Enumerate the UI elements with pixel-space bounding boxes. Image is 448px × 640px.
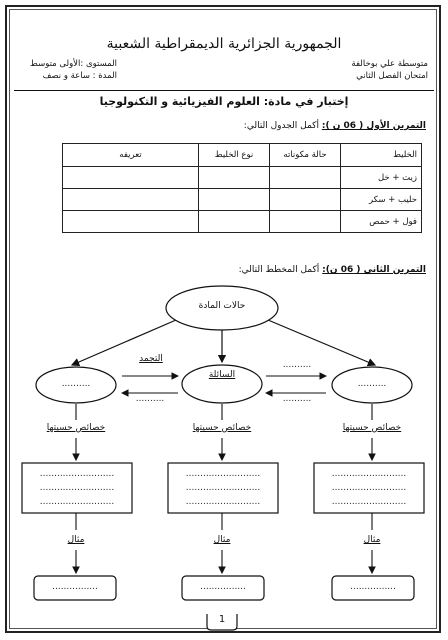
mixture-cell: زيت + خل: [341, 167, 422, 189]
exercise2-instruction: أكمل المخطط التالي:: [238, 265, 320, 275]
middle-properties-label: خصائص حسيتها: [192, 423, 252, 433]
middle-example-blank[interactable]: ................: [200, 582, 246, 592]
mixture-cell: حليب + سكر: [341, 189, 422, 211]
right-properties-blank-1[interactable]: ..........................: [331, 469, 407, 479]
exercise1-instruction: أكمل الجدول التالي:: [243, 121, 319, 131]
middle-properties-blank-2[interactable]: ..........................: [185, 483, 261, 493]
col-definition: تعريفه: [63, 144, 199, 167]
right-properties-blank-2[interactable]: ..........................: [331, 483, 407, 493]
left-node-blank[interactable]: ..........: [61, 379, 91, 389]
page-number: 1: [218, 614, 226, 625]
middle-properties-blank-3[interactable]: ..........................: [185, 497, 261, 507]
arrow-top-right: [268, 320, 375, 365]
school-name: متوسطة علي بوخالفة: [351, 59, 428, 69]
middle-node-label: السائلة: [208, 370, 236, 380]
republic-heading: الجمهورية الجزائرية الديمقراطية الشعبية: [106, 36, 342, 52]
exercise1-label: التمرين الأول ( 06 ن ):: [321, 121, 426, 131]
col-type: نوع الخليط: [199, 144, 270, 167]
left-example-label: مثال: [67, 535, 85, 545]
left-properties-blank-2[interactable]: ..........................: [39, 483, 115, 493]
right-example-blank[interactable]: ................: [350, 582, 396, 592]
right-node-blank[interactable]: ..........: [357, 379, 387, 389]
middle-example-label: مثال: [213, 535, 231, 545]
left-properties-blank-3[interactable]: ..........................: [39, 497, 115, 507]
right-upper-arrow-blank[interactable]: ..........: [282, 360, 312, 370]
exam-name: امتحان الفصل الثاني: [356, 71, 428, 81]
level: المستوى :الأولى متوسط: [30, 59, 118, 69]
right-example-label: مثال: [363, 535, 381, 545]
mixture-cell: فول + حمص: [341, 211, 422, 233]
exercise2-label: التمرين الثاني ( 06 ن):: [322, 265, 426, 275]
exam-title: إختبار في مادة: العلوم الفيزيائية و التكنولوجيا: [99, 95, 349, 108]
top-node-label: حالات المادة: [198, 301, 246, 311]
right-properties-label: خصائص حسيتها: [342, 423, 402, 433]
right-properties-blank-3[interactable]: ..........................: [331, 497, 407, 507]
col-mixture: الخليط: [341, 144, 422, 167]
left-properties-blank-1[interactable]: ..........................: [39, 469, 115, 479]
left-properties-label: خصائص حسيتها: [46, 423, 106, 433]
left-example-blank[interactable]: ................: [52, 582, 98, 592]
left-lower-arrow-blank[interactable]: ..........: [135, 394, 165, 404]
col-state: حالة مكوناته: [270, 144, 341, 167]
freezing-label: التجمد: [139, 354, 163, 364]
middle-properties-blank-1[interactable]: ..........................: [185, 469, 261, 479]
right-lower-arrow-blank[interactable]: ..........: [282, 394, 312, 404]
duration: المدة : ساعة و نصف: [42, 71, 118, 81]
